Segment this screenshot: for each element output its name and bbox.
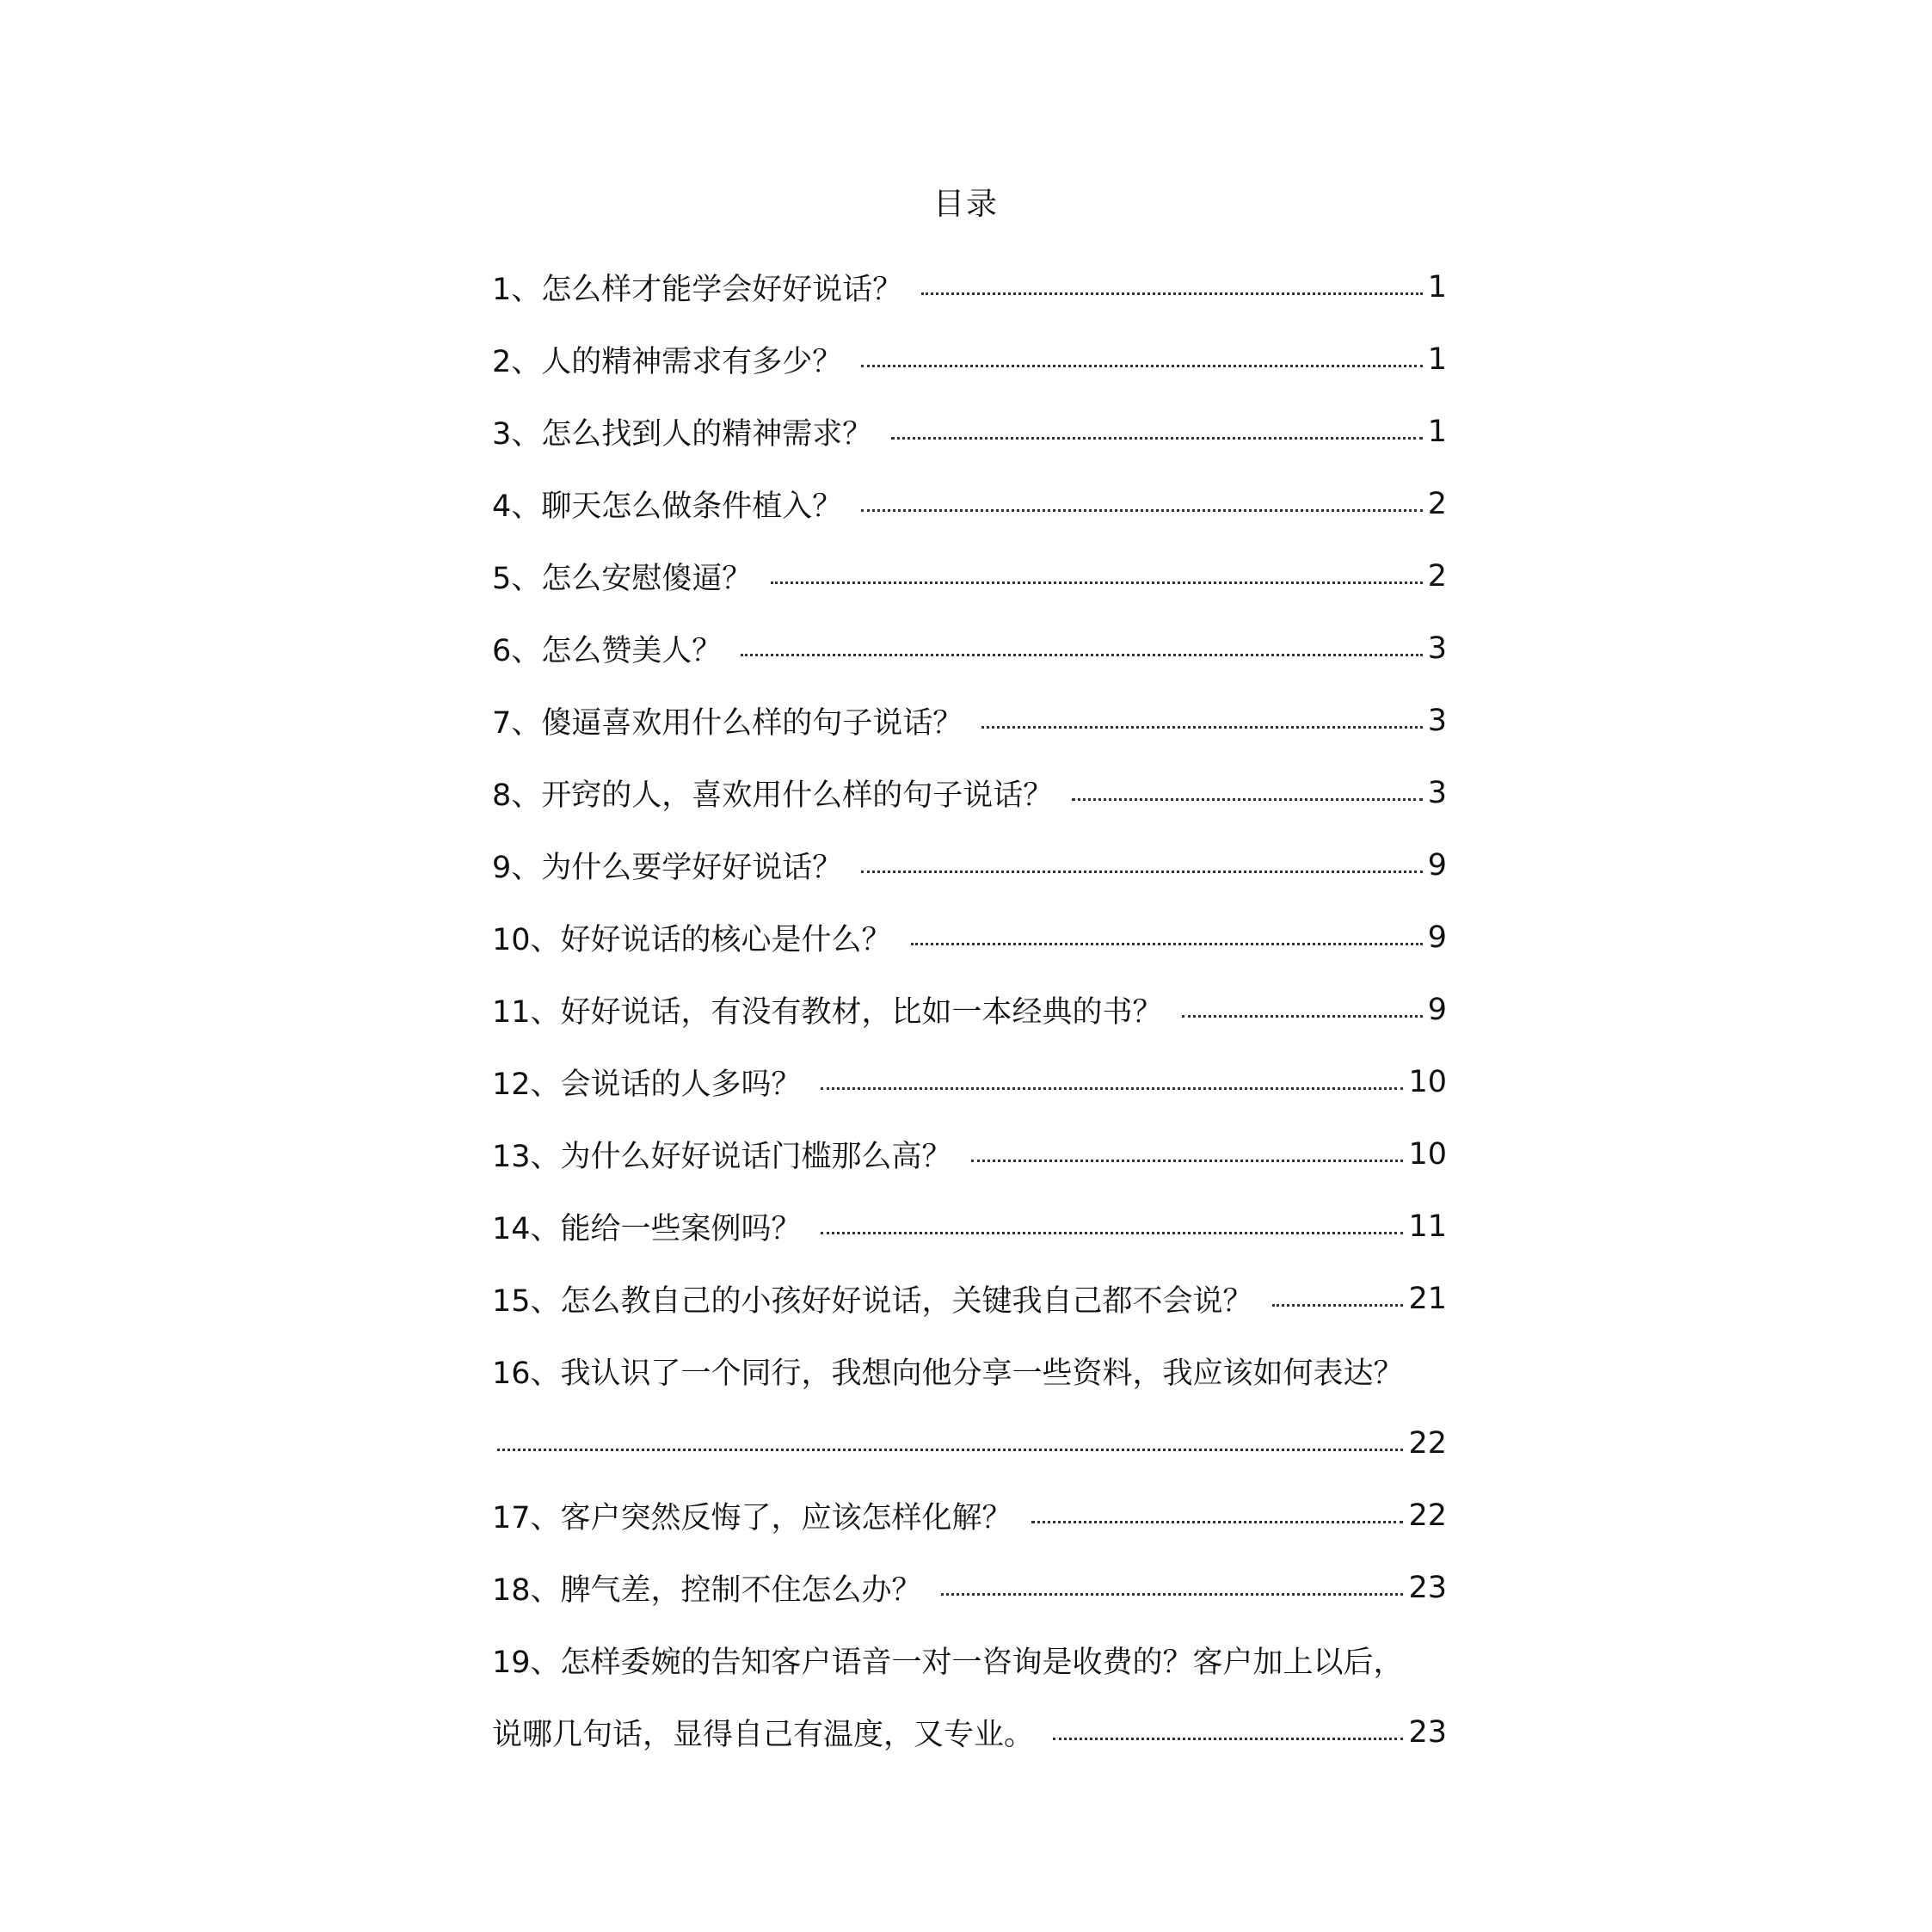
toc-entry-15[interactable] (492, 1263, 1447, 1335)
dot-leader (1072, 798, 1422, 801)
dot-leader (971, 1160, 1404, 1162)
dot-leader (1272, 1304, 1404, 1307)
toc-entry-label: 11、好好说话，有没有教材，比如一本经典的书？ (492, 995, 1163, 1030)
dot-leader (861, 871, 1422, 873)
toc-entry-label: 6、怎么赞美人？ (492, 634, 723, 668)
toc-entry-16[interactable] (492, 1335, 1447, 1407)
toc-entry-4[interactable] (492, 468, 1447, 540)
toc-entry-page: 1 (1427, 415, 1447, 449)
toc-entry-label: 16、我认识了一个同行，我想向他分享一些资料，我应该如何表达？ (492, 1357, 1404, 1391)
dot-leader (911, 943, 1423, 945)
dot-leader (741, 654, 1422, 656)
toc-entry-19[interactable] (492, 1624, 1447, 1696)
toc-entry-14[interactable] (492, 1191, 1447, 1263)
toc-entry-label: 7、傻逼喜欢用什么样的句子说话？ (492, 706, 963, 741)
toc-entry-page: 21 (1408, 1282, 1447, 1316)
toc-entry-label: 13、为什么好好说话门槛那么高？ (492, 1140, 952, 1174)
toc-entry-label-continuation: 说哪几句话，显得自己有温度，又专业。 (492, 1718, 1035, 1752)
dot-leader (921, 292, 1422, 295)
dot-leader (821, 1087, 1404, 1090)
toc-entry-page: 22 (1408, 1426, 1447, 1461)
toc-entry-label: 18、脾气差，控制不住怎么办？ (492, 1573, 922, 1608)
dot-leader (861, 509, 1422, 512)
toc-entry-label: 12、会说话的人多吗？ (492, 1068, 802, 1102)
toc-entry-page: 3 (1427, 631, 1447, 666)
toc-entry-page: 22 (1408, 1498, 1447, 1533)
toc-entry-label: 14、能给一些案例吗？ (492, 1212, 802, 1246)
toc-entry-12[interactable] (492, 1046, 1447, 1118)
toc-entry-1[interactable] (492, 251, 1447, 323)
toc-entry-label: 19、怎样委婉的告知客户语音一对一咨询是收费的？客户加上以后， (492, 1646, 1404, 1680)
toc-entry-page: 3 (1427, 704, 1447, 738)
toc-entry-label: 4、聊天怎么做条件植入？ (492, 489, 843, 524)
dot-leader (771, 581, 1422, 584)
toc-entry-page: 1 (1427, 270, 1447, 305)
dot-leader (821, 1232, 1404, 1234)
toc-entry-page: 9 (1427, 920, 1447, 955)
toc-entry-9[interactable] (492, 829, 1447, 901)
toc-entry-label: 2、人的精神需求有多少？ (492, 345, 843, 379)
toc-entry-page: 23 (1408, 1715, 1447, 1750)
toc-entry-2[interactable] (492, 323, 1447, 396)
toc-entry-page: 3 (1427, 776, 1447, 810)
toc-entry-page: 2 (1427, 559, 1447, 594)
dot-leader (861, 365, 1422, 367)
toc-entry-page: 1 (1427, 342, 1447, 377)
toc-entry-label: 8、开窍的人，喜欢用什么样的句子说话？ (492, 778, 1054, 813)
toc-entry-6[interactable] (492, 612, 1447, 685)
dot-leader (1182, 1015, 1423, 1018)
toc-title: 目录 (932, 187, 999, 222)
toc-entry-page: 10 (1408, 1065, 1447, 1099)
toc-entry-page: 11 (1408, 1209, 1447, 1244)
toc-entry-label: 15、怎么教自己的小孩好好说话，关键我自己都不会说？ (492, 1284, 1253, 1319)
dot-leader (941, 1593, 1404, 1596)
toc-entry-3[interactable] (492, 396, 1447, 468)
toc-entry-label: 17、客户突然反悔了，应该怎样化解？ (492, 1501, 1012, 1535)
toc-entry-label: 9、为什么要学好好说话？ (492, 851, 843, 885)
toc-entry-label: 1、怎么样才能学会好好说话？ (492, 273, 903, 307)
toc-entry-7[interactable] (492, 685, 1447, 757)
toc-entry-page: 2 (1427, 487, 1447, 521)
toc-entry-page: 9 (1427, 848, 1447, 883)
toc-entry-18[interactable] (492, 1552, 1447, 1624)
dot-leader (497, 1449, 1403, 1451)
toc-entry-10[interactable] (492, 901, 1447, 974)
toc-entry-label: 5、怎么安慰傻逼？ (492, 562, 753, 596)
toc-entry-page: 23 (1408, 1571, 1447, 1605)
toc-entry-11[interactable] (492, 974, 1447, 1046)
dot-leader (981, 726, 1422, 729)
toc-entry-16-continuation[interactable] (492, 1407, 1447, 1480)
toc-entry-5[interactable] (492, 540, 1447, 612)
dot-leader (891, 437, 1422, 440)
toc-list (492, 251, 1447, 1769)
dot-leader (1031, 1521, 1404, 1523)
toc-entry-19-continuation[interactable] (492, 1696, 1447, 1769)
toc-entry-page: 10 (1408, 1137, 1447, 1172)
toc-entry-8[interactable] (492, 757, 1447, 829)
toc-entry-page: 9 (1427, 993, 1447, 1027)
toc-entry-label: 3、怎么找到人的精神需求？ (492, 417, 873, 452)
toc-entry-label: 10、好好说话的核心是什么？ (492, 923, 892, 957)
toc-entry-13[interactable] (492, 1118, 1447, 1191)
dot-leader (1053, 1738, 1403, 1740)
toc-entry-17[interactable] (492, 1480, 1447, 1552)
